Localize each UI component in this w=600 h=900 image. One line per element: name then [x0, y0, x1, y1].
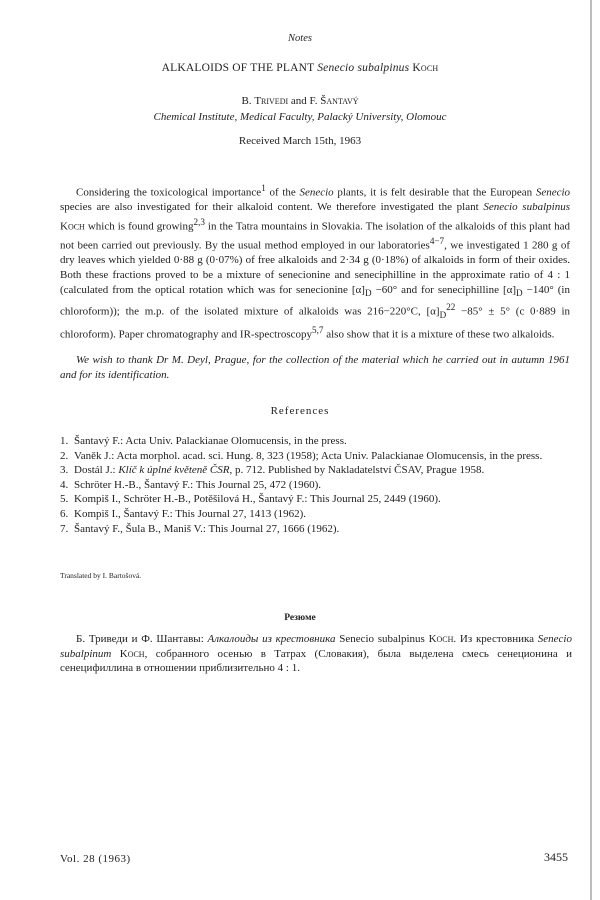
author-1-initial: B. [241, 95, 255, 107]
acknowledgement [60, 353, 570, 382]
references-list [60, 434, 572, 536]
body-run: , we investigated 1 280 g of dry leaves which yielded 0·88 g (0·07%) of free alkaloids and 2·34 g (0·18%) of alkaloids in form of their oxides. Both these fractions proved to be a mixture of senecionine and seneciphilline in the approximate ratio of 4 : 1 (calculated from the optical rotation which was for senecionine [α] [60, 239, 570, 296]
reference-text: Šantavý F.: Acta Univ. Palackianae Olomucensis, in the press. [74, 435, 347, 447]
resume-text [60, 632, 572, 676]
reference-number: 4. [60, 478, 69, 491]
translator-note: Translated by I. Bartošová. [60, 571, 142, 580]
body-run: −60° and for seneciphilline [α] [371, 283, 517, 296]
subscript: D [439, 310, 447, 321]
reference-text: Kompiš I., Šantavý F.: This Journal 27, 1413 (1962). [74, 507, 307, 520]
resume-run: . Из крестовника [453, 633, 538, 645]
body-run: in the Tatra mountains in Slovakia. The isolation of the alkaloids of this plant had not been carried out previously. By the usual method employed in our laboratories [60, 220, 571, 252]
body-run: species are also investigated for their alkaloid content. We therefore investigated the plant [60, 201, 484, 214]
reference-text: Dostál J.: [74, 464, 119, 477]
body-paragraph [60, 181, 570, 342]
subscript: D [364, 287, 372, 298]
reference-number: 3. [60, 464, 69, 477]
reference-book-title: Klíč k úplné květeně ČSR [118, 464, 230, 477]
resume-run-italic: Senecio subalpinum [60, 633, 572, 660]
running-head: Notes [288, 33, 312, 44]
reference-number: 5. [60, 493, 69, 506]
author-2-initial: F. [309, 95, 321, 107]
reference-item [60, 507, 572, 522]
reference-item [60, 492, 572, 507]
footer-page-number: 3455 [544, 850, 568, 864]
author-2-name: Šantavý [320, 95, 359, 107]
title-main: ALKALOIDS OF THE PLANT [161, 62, 315, 74]
resume-run-italic: Алкалоиды из крестовника [207, 633, 336, 645]
references-heading: References [270, 405, 330, 417]
resume-run: , собранного осенью в Татрах (Словакия), была выделена смесь сенеционина и сенецифиллина в отношении приблизительно 4 : 1. [60, 647, 573, 675]
title-species: Senecio subalpinus [317, 62, 410, 74]
body-run: Considering the toxicological importance [76, 186, 262, 199]
reference-text: Šantavý F., Šula B., Maniš V.: This Journal 27, 1666 (1962). [74, 522, 340, 535]
resume-author-abbr: Koch [428, 633, 454, 645]
citation-sup: 2,3 [193, 216, 205, 227]
reference-number: 6. [60, 507, 69, 520]
genus-name: Senecio [299, 186, 334, 199]
reference-item [60, 449, 572, 464]
resume-paragraph [60, 632, 572, 676]
reference-item [60, 522, 572, 537]
reference-text: Vaněk J.: Acta morphol. acad. sci. Hung. 8, 323 (1958); Acta Univ. Palackianae Olomucensis, in the press. [74, 449, 543, 462]
author-1-name: Trivedi [254, 95, 289, 107]
citation-sup: 4−7 [429, 236, 445, 247]
authors-and: and [288, 95, 310, 107]
body-run: −85° ± 5° (c 0·889 in chloroform). Paper chromatography and IR-spectroscopy [60, 305, 571, 341]
footer-volume: Vol. 28 (1963) [60, 853, 131, 865]
body-run: which is found growing [84, 220, 194, 233]
reference-text: , p. 712. Published by Nakladatelství ČSAV, Prague 1958. [229, 464, 485, 477]
affiliation: Chemical Institute, Medical Faculty, Palacký University, Olomouc [153, 111, 447, 123]
resume-heading: Резюме [284, 613, 316, 623]
body-run: plants, it is felt desirable that the European [333, 186, 536, 199]
article-title [0, 62, 600, 74]
acknowledgement-text: We wish to thank Dr M. Deyl, Prague, for the collection of the material which he carried out in autumn 1961 and for its identification. [60, 354, 570, 381]
reference-item [60, 434, 572, 449]
reference-number: 7. [60, 522, 69, 535]
body-run: of the [265, 186, 300, 199]
reference-number: 2. [60, 449, 69, 462]
resume-run: Senecio subalpinus [335, 633, 429, 645]
resume-author-abbr: Koch [119, 647, 145, 660]
genus-name: Senecio [535, 186, 571, 199]
reference-item [60, 478, 572, 493]
received-date: Received March 15th, 1963 [238, 135, 362, 147]
reference-text: Kompiš I., Schröter H.-B., Potěšilová H., Šantavý F.: This Journal 25, 2449 (1960). [74, 493, 441, 506]
reference-item [60, 463, 572, 478]
authors-line [0, 95, 600, 107]
body-run: also show that it is a mixture of these two alkaloids. [323, 328, 555, 341]
resume-run [111, 648, 119, 660]
citation-sup: 1 [261, 183, 266, 193]
title-author-abbr: Koch [412, 62, 439, 74]
species-name: Senecio subalpinus [483, 201, 570, 214]
citation-sup: 5,7 [312, 324, 324, 335]
body-run: −140° (in chloroform)); the m.p. of the isolated mixture of alkaloids was 216−220°C, [α] [60, 283, 570, 318]
author-abbr: Koch [60, 220, 85, 233]
superscript: 22 [446, 302, 456, 313]
reference-number: 1. [60, 435, 69, 447]
body-text [60, 181, 570, 342]
resume-run: Б. Триведи и Ф. Шантавы: [76, 633, 208, 645]
reference-text: Schröter H.-B., Šantavý F.: This Journal 25, 472 (1960). [74, 478, 322, 491]
subscript: D [516, 287, 523, 298]
